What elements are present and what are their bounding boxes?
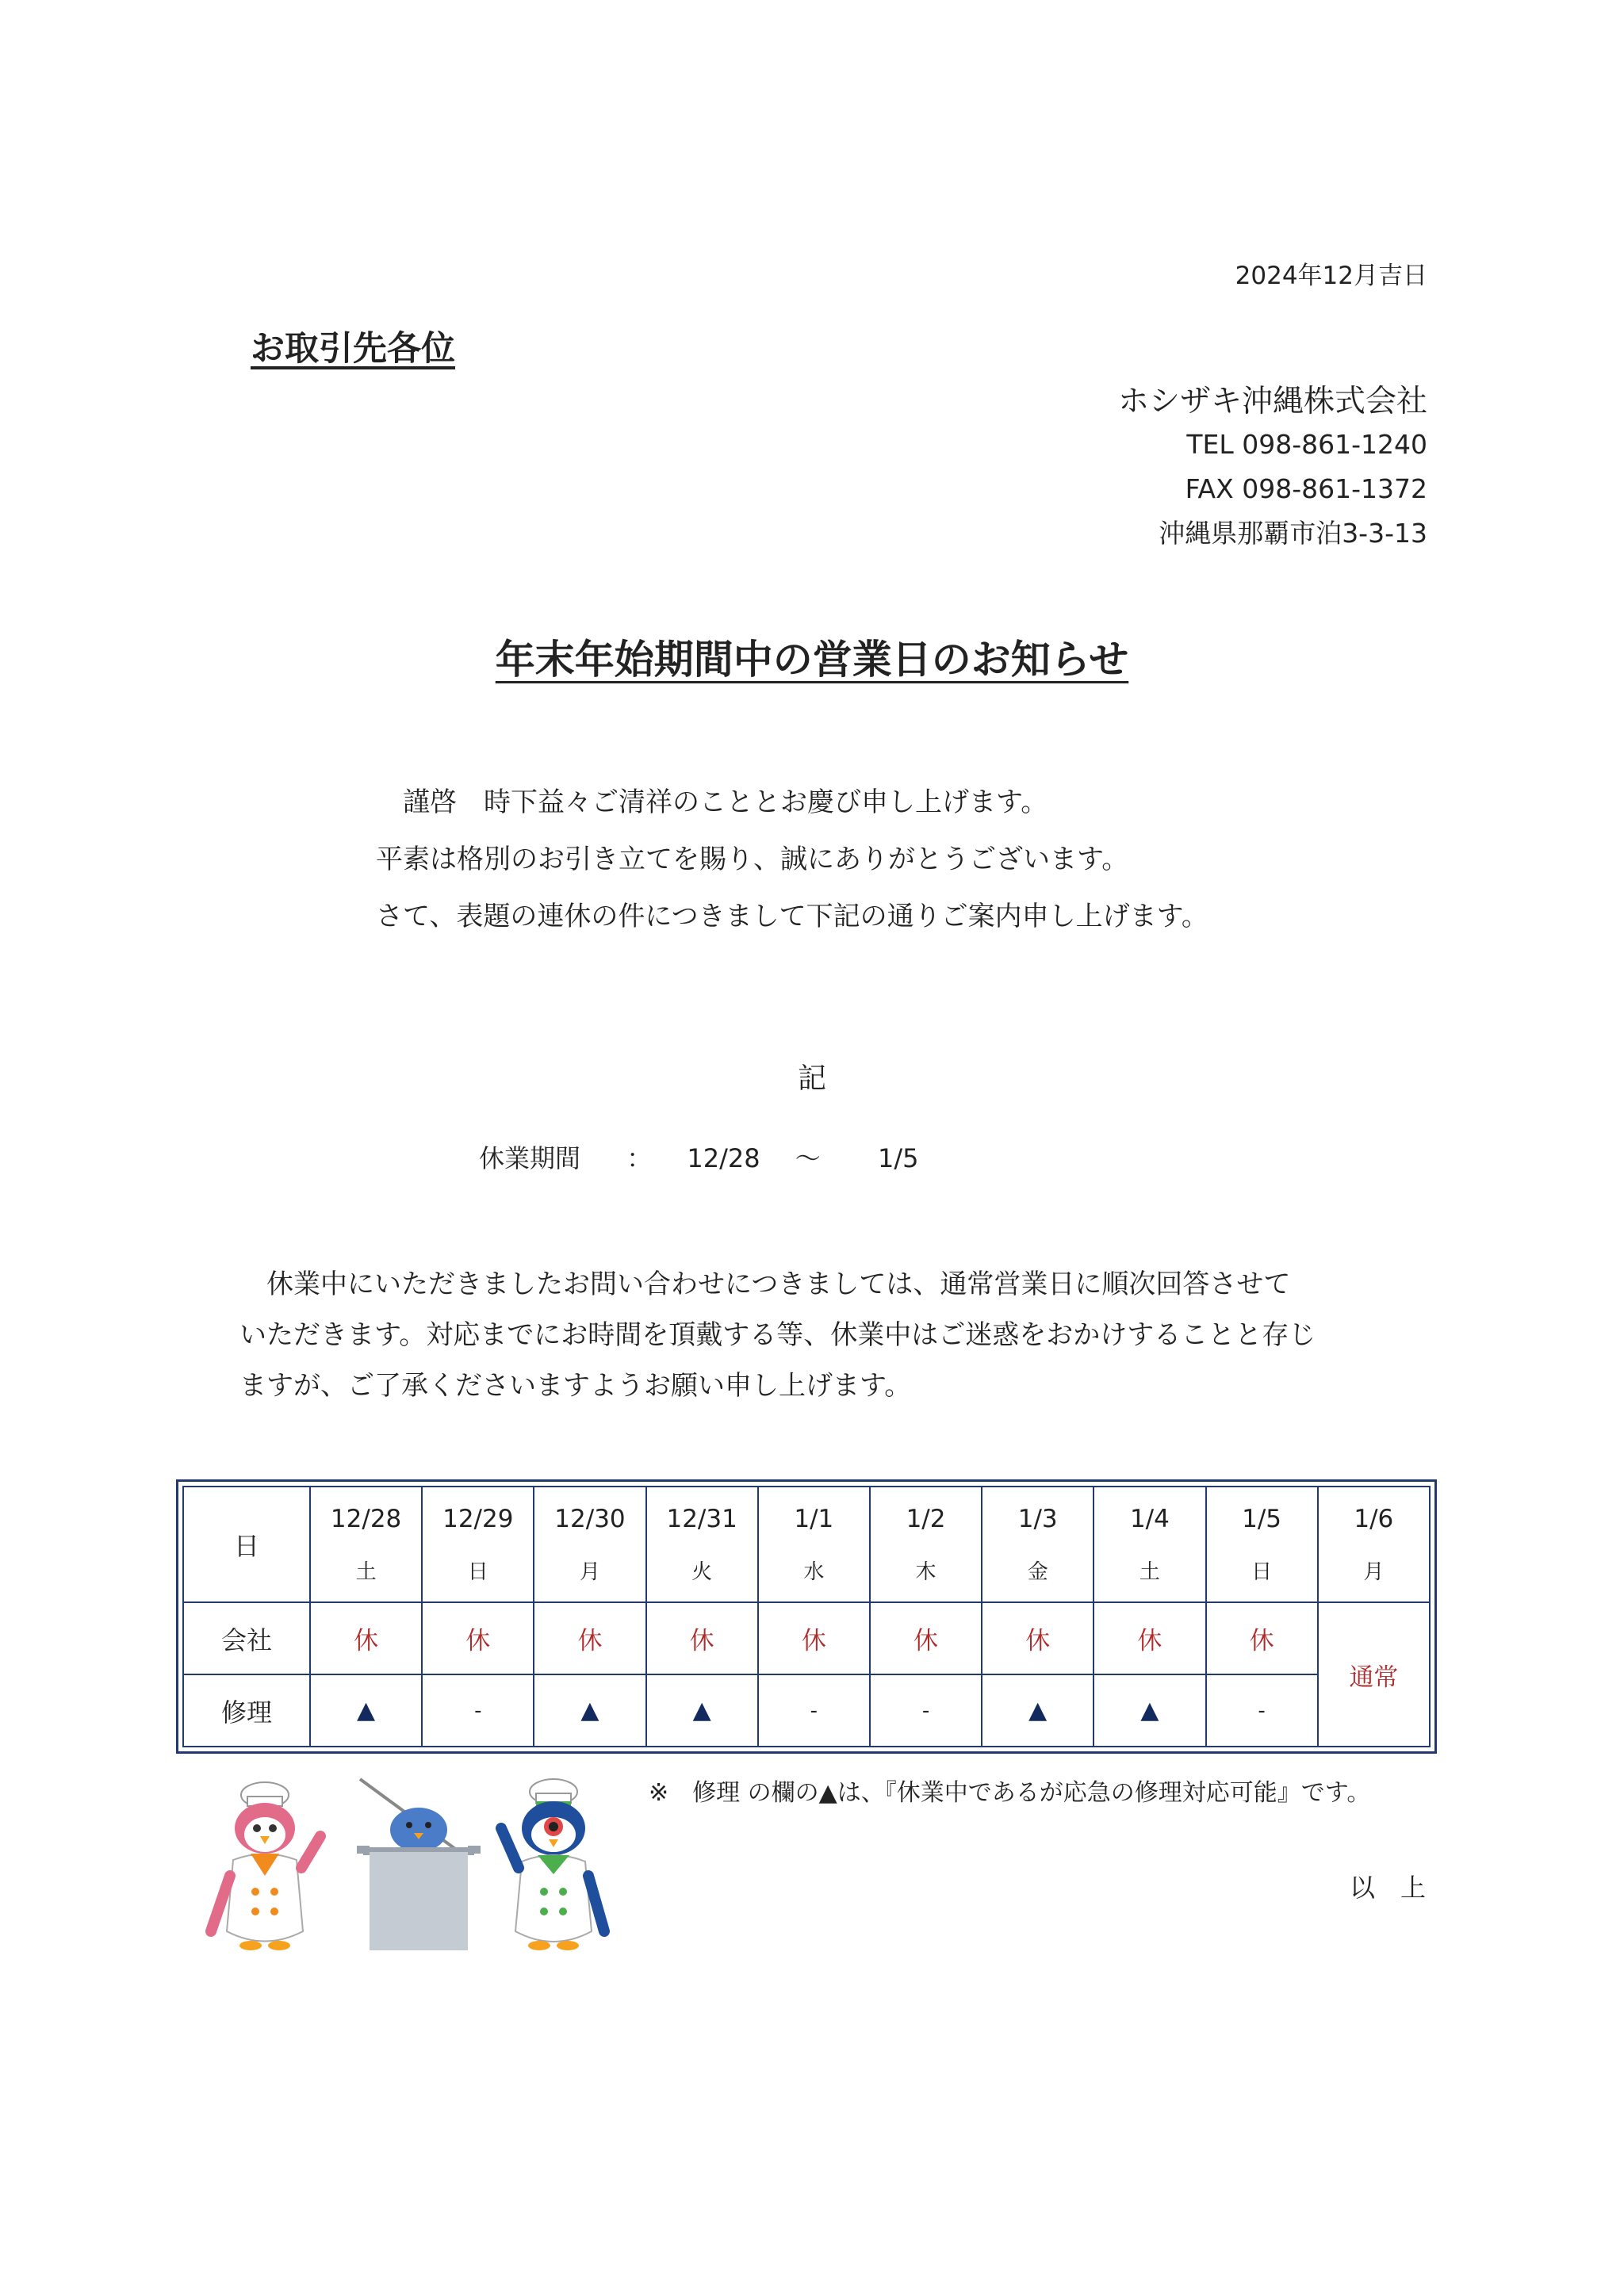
company-address: 沖縄県那覇市泊3-3-13 xyxy=(1159,517,1427,549)
greeting-body xyxy=(376,783,1208,955)
day-date: 1/3 xyxy=(1017,1504,1058,1533)
day-weekday: 月 xyxy=(1363,1559,1385,1584)
repair-status-cell: - xyxy=(758,1674,870,1747)
document-title-text: 年末年始期間中の営業日のお知らせ xyxy=(495,637,1129,683)
company-status-cell: 休 xyxy=(646,1602,758,1674)
day-cell xyxy=(646,1487,758,1602)
day-weekday: 木 xyxy=(915,1559,936,1584)
greeting-line-2: 平素は格別のお引き立てを賜り、誠にありがとうございます。 xyxy=(376,844,1129,875)
day-cell xyxy=(310,1487,422,1602)
day-weekday: 土 xyxy=(1139,1559,1160,1584)
repair-status-cell: ▲ xyxy=(1094,1674,1205,1747)
row-label-day: 日 xyxy=(183,1487,310,1602)
day-date: 1/6 xyxy=(1354,1504,1394,1533)
company-status-cell: 休 xyxy=(534,1602,645,1674)
day-cell xyxy=(534,1487,645,1602)
day-weekday: 水 xyxy=(803,1559,825,1584)
notice-line-3: ますが、ご了承くださいますようお願い申し上げます。 xyxy=(239,1370,912,1402)
notice-paragraph xyxy=(239,1259,1316,1411)
day-date: 1/5 xyxy=(1242,1504,1282,1533)
schedule-table xyxy=(176,1479,1437,1754)
company-fax: FAX 098-861-1372 xyxy=(1185,473,1427,504)
company-status-cell: 休 xyxy=(310,1602,422,1674)
bird-in-pot-icon xyxy=(357,1779,481,1950)
company-status-cell: 休 xyxy=(422,1602,534,1674)
repair-status-cell: - xyxy=(870,1674,982,1747)
day-date: 12/31 xyxy=(666,1504,737,1533)
day-weekday: 月 xyxy=(579,1559,600,1584)
company-status-cell: 休 xyxy=(758,1602,870,1674)
closing-ijou: 以 上 xyxy=(1349,1873,1426,1903)
pink-penguin-chef-icon xyxy=(211,1782,320,1950)
closure-colon: ： xyxy=(626,1143,653,1173)
day-date: 1/1 xyxy=(794,1504,834,1533)
company-name: ホシザキ沖縄株式会社 xyxy=(1117,384,1427,419)
notice-line-1: 休業中にいただきましたお問い合わせにつきましては、通常営業日に順次回答させて xyxy=(266,1269,1291,1300)
notice-line-2: いただきます。対応までにお時間を頂戴する等、休業中はご迷惑をおかけすることと存じ xyxy=(239,1319,1316,1351)
greeting-line-3: さて、表題の連休の件につきまして下記の通りご案内申し上げます。 xyxy=(376,901,1208,932)
footnote: ※ 修理 の欄の▲は、『休業中であるが応急の修理対応可能』です。 xyxy=(649,1779,1371,1807)
day-weekday: 日 xyxy=(467,1559,488,1584)
day-cell xyxy=(1206,1487,1318,1602)
greeting-line-1: 謹啓 時下益々ご清祥のこととお慶び申し上げます。 xyxy=(403,786,1048,818)
company-tel: TEL 098-861-1240 xyxy=(1186,428,1427,460)
closure-label: 休業期間 xyxy=(479,1143,581,1173)
closure-tilde: ～ xyxy=(795,1143,821,1173)
row-label-company: 会社 xyxy=(183,1602,310,1674)
company-block xyxy=(1118,382,1427,556)
penguin-chef-mascots-illustration xyxy=(201,1773,630,1963)
document-date: 2024年12月吉日 xyxy=(1235,262,1427,290)
ki-heading: 記 xyxy=(797,1062,826,1095)
day-cell xyxy=(1094,1487,1205,1602)
day-cell xyxy=(982,1487,1094,1602)
day-date: 12/28 xyxy=(330,1504,402,1533)
day-cell xyxy=(758,1487,870,1602)
day-date: 1/2 xyxy=(906,1504,946,1533)
document-title xyxy=(0,628,1624,685)
company-status-cell: 休 xyxy=(870,1602,982,1674)
closure-end: 1/5 xyxy=(877,1143,919,1173)
repair-status-cell: - xyxy=(1206,1674,1318,1747)
repair-status-cell: ▲ xyxy=(310,1674,422,1747)
company-status-cell: 休 xyxy=(1206,1602,1318,1674)
day-cell xyxy=(422,1487,534,1602)
day-date: 1/4 xyxy=(1129,1504,1170,1533)
addressee: お取引先各位 xyxy=(251,329,455,369)
repair-status-cell: ▲ xyxy=(534,1674,645,1747)
repair-status-cell: - xyxy=(422,1674,534,1747)
day-cell xyxy=(870,1487,982,1602)
repair-status-cell: ▲ xyxy=(982,1674,1094,1747)
day-weekday: 土 xyxy=(355,1559,377,1584)
day-weekday: 日 xyxy=(1251,1559,1273,1584)
day-weekday: 火 xyxy=(691,1559,713,1584)
day-weekday: 金 xyxy=(1027,1559,1048,1584)
day-date: 12/30 xyxy=(554,1504,626,1533)
closure-start: 12/28 xyxy=(687,1143,760,1173)
normal-business-cell: 通常 xyxy=(1318,1602,1430,1747)
day-cell xyxy=(1318,1487,1430,1602)
company-status-cell: 休 xyxy=(982,1602,1094,1674)
company-status-cell: 休 xyxy=(1094,1602,1205,1674)
day-date: 12/29 xyxy=(442,1504,514,1533)
blue-penguin-chef-icon xyxy=(501,1779,604,1950)
row-label-repair: 修理 xyxy=(183,1674,310,1747)
closure-period xyxy=(479,1138,918,1175)
repair-status-cell: ▲ xyxy=(646,1674,758,1747)
